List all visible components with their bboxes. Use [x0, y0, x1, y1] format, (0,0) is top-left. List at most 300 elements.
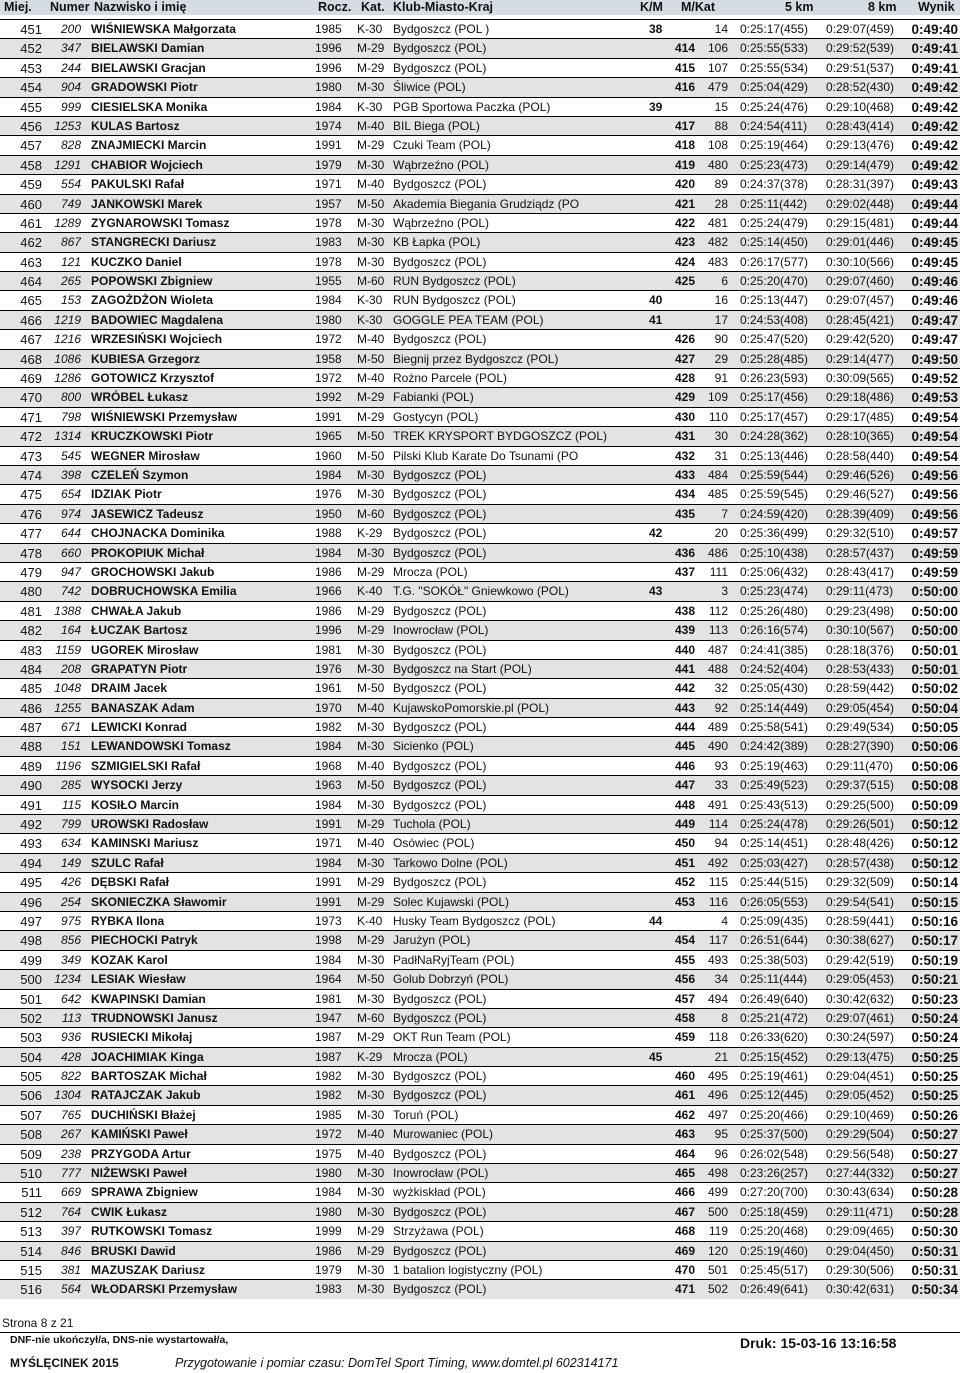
club: Gostycyn (POL) — [393, 409, 479, 424]
split-8km: 0:30:42(631) — [826, 1282, 895, 1297]
place: 464 — [20, 274, 42, 290]
split-5km: 0:25:55(533) — [740, 41, 809, 56]
table-row — [0, 736, 960, 755]
category-place: 113 — [708, 623, 728, 638]
club: Bydgoszcz (POL) — [393, 642, 487, 657]
split-8km: 0:29:07(459) — [826, 22, 895, 36]
category-place: 28 — [714, 196, 728, 211]
category: M-30 — [357, 855, 385, 870]
gender-place-male: 469 — [674, 1243, 695, 1258]
birth-year: 1970 — [315, 700, 342, 715]
table-row — [0, 1241, 960, 1260]
runner-name: TRUDNOWSKI Janusz — [91, 1010, 218, 1025]
bib-number: 265 — [60, 274, 81, 289]
club: Solec Kujawski (POL) — [393, 894, 510, 909]
place: 453 — [20, 60, 42, 76]
birth-year: 1972 — [315, 332, 342, 347]
place: 493 — [20, 836, 42, 852]
runner-name: SZMIGIELSKI Rafał — [91, 758, 201, 773]
split-5km: 0:25:18(459) — [740, 1204, 809, 1219]
runner-name: UROWSKI Radosław — [91, 817, 209, 832]
runner-name: CHOJNACKA Dominika — [91, 526, 225, 541]
runner-name: JASEWICZ Tadeusz — [91, 506, 204, 521]
runner-name: BARTOSZAK Michał — [91, 1069, 207, 1084]
final-time: 0:49:42 — [911, 157, 958, 173]
runner-name: GROCHOWSKI Jakub — [91, 564, 215, 579]
table-row — [0, 58, 960, 77]
dnf-legend: DNF-nie ukończył/a, DNS-nie wystartował/a, — [10, 1334, 229, 1346]
category: M-50 — [357, 778, 385, 793]
gender-place-male: 444 — [674, 720, 695, 735]
birth-year: 1996 — [315, 623, 342, 638]
split-5km: 0:27:20(700) — [740, 1185, 809, 1200]
birth-year: 1986 — [315, 603, 342, 618]
runner-name: DĘBSKI Rafał — [91, 875, 170, 890]
category-place: 501 — [707, 1263, 728, 1277]
gender-place-female: 45 — [649, 1049, 663, 1064]
category: M-29 — [357, 564, 385, 579]
club: RUN Bydgoszcz (POL) — [393, 293, 516, 308]
category: M-30 — [357, 1107, 385, 1122]
split-5km: 0:25:36(499) — [740, 526, 809, 541]
bib-number: 1234 — [54, 972, 81, 987]
birth-year: 1984 — [315, 739, 342, 754]
birth-year: 1980 — [315, 312, 342, 327]
col-5km: 5 km — [785, 0, 814, 14]
bib-number: 1286 — [54, 371, 81, 386]
table-row — [0, 911, 960, 930]
table-row — [0, 465, 960, 484]
category: M-29 — [357, 60, 385, 75]
table-row — [0, 252, 960, 271]
category: M-40 — [357, 700, 385, 715]
split-8km: 0:28:10(365) — [826, 429, 895, 444]
split-8km: 0:29:07(457) — [826, 293, 895, 308]
category: M-29 — [357, 603, 385, 618]
gender-place-male: 467 — [674, 1204, 695, 1219]
runner-name: MAZUSZAK Dariusz — [91, 1263, 206, 1277]
split-8km: 0:30:10(566) — [826, 254, 895, 269]
split-8km: 0:29:52(539) — [826, 41, 895, 56]
bib-number: 669 — [60, 1185, 81, 1200]
table-row — [0, 1105, 960, 1124]
category: M-40 — [357, 371, 385, 386]
split-8km: 0:29:11(470) — [826, 758, 894, 773]
split-8km: 0:29:37(515) — [826, 778, 895, 793]
runner-name: KAMINSKI Mariusz — [91, 836, 199, 851]
birth-year: 1981 — [315, 991, 342, 1006]
split-8km: 0:30:38(627) — [826, 933, 895, 948]
place: 511 — [21, 1185, 42, 1201]
category-place: 95 — [714, 1127, 728, 1142]
birth-year: 1986 — [315, 564, 342, 579]
table-row — [0, 426, 960, 445]
place: 499 — [20, 952, 42, 968]
runner-name: WŁODARSKI Przemysław — [91, 1282, 238, 1297]
place: 454 — [20, 80, 42, 96]
place: 494 — [20, 855, 42, 871]
bib-number: 1196 — [55, 758, 81, 773]
category: M-60 — [357, 506, 385, 521]
bib-number: 1388 — [54, 603, 81, 618]
birth-year: 1976 — [315, 487, 342, 502]
category: K-29 — [357, 526, 383, 541]
split-8km: 0:28:39(409) — [826, 506, 895, 521]
split-5km: 0:25:09(435) — [740, 913, 809, 928]
final-time: 0:49:52 — [911, 371, 958, 387]
split-5km: 0:25:20(466) — [740, 1107, 809, 1122]
runner-name: GRADOWSKI Piotr — [91, 80, 198, 95]
category: M-29 — [357, 894, 385, 909]
club: Bydgoszcz (POL) — [393, 332, 487, 347]
birth-year: 1971 — [315, 177, 342, 192]
bib-number: 564 — [60, 1282, 81, 1297]
category: M-29 — [357, 1030, 385, 1045]
table-row — [0, 1202, 960, 1221]
final-time: 0:50:00 — [911, 584, 958, 600]
col-rocz: Rocz. — [318, 0, 352, 14]
category-place: 114 — [708, 817, 728, 832]
table-row — [0, 446, 960, 465]
birth-year: 1972 — [315, 1127, 342, 1142]
split-8km: 0:29:42(519) — [826, 952, 895, 967]
split-8km: 0:28:43(417) — [826, 564, 895, 579]
bib-number: 347 — [60, 41, 81, 56]
category: M-29 — [357, 1243, 385, 1258]
category: M-29 — [357, 1224, 385, 1239]
runner-name: ZYGNAROWSKI Tomasz — [91, 215, 230, 230]
club: Bydgoszcz (POL) — [393, 758, 487, 773]
split-5km: 0:26:02(548) — [740, 1146, 809, 1161]
bib-number: 397 — [60, 1224, 81, 1239]
bib-number: 904 — [60, 80, 81, 95]
split-5km: 0:25:19(464) — [740, 138, 809, 153]
birth-year: 1947 — [315, 1010, 342, 1025]
category: M-30 — [357, 1069, 385, 1084]
runner-name: WYSOCKI Jerzy — [91, 778, 183, 793]
bib-number: 936 — [60, 1030, 81, 1045]
category-place: 491 — [707, 797, 728, 812]
split-8km: 0:27:44(332) — [826, 1166, 895, 1181]
category: M-30 — [357, 1263, 385, 1277]
category-place: 496 — [707, 1088, 728, 1103]
split-5km: 0:25:05(430) — [740, 681, 809, 696]
split-5km: 0:25:23(473) — [740, 157, 809, 172]
category: M-29 — [357, 933, 385, 948]
col-miej: Miej. — [4, 0, 32, 14]
bib-number: 654 — [60, 487, 81, 502]
category-place: 485 — [707, 487, 728, 502]
table-row — [0, 174, 960, 193]
split-8km: 0:28:18(376) — [826, 642, 895, 657]
bib-number: 200 — [60, 22, 81, 36]
final-time: 0:49:44 — [911, 196, 958, 212]
gender-place-male: 414 — [674, 41, 695, 56]
runner-name: UGOREK Mirosław — [91, 642, 199, 657]
gender-place-male: 463 — [674, 1127, 695, 1142]
final-time: 0:50:16 — [911, 913, 958, 929]
table-row — [0, 213, 960, 232]
category: M-40 — [357, 118, 385, 133]
club: Bydgoszcz na Start (POL) — [393, 661, 532, 676]
split-5km: 0:26:33(620) — [740, 1030, 809, 1045]
table-row — [0, 1182, 960, 1201]
club: Biegnij przez Bydgoszcz (POL) — [393, 351, 559, 366]
col-klub: Klub-Miasto-Kraj — [393, 0, 493, 14]
birth-year: 1975 — [315, 1146, 342, 1161]
bib-number: 151 — [60, 739, 81, 754]
split-5km: 0:25:21(472) — [740, 1010, 809, 1025]
club: Bydgoszcz (POL) — [393, 797, 487, 812]
runner-name: BRUSKI Dawid — [91, 1243, 176, 1258]
place: 485 — [20, 681, 42, 697]
gender-place-male: 435 — [674, 506, 695, 521]
final-time: 0:49:54 — [911, 429, 958, 445]
category-place: 16 — [714, 293, 728, 308]
split-8km: 0:29:32(509) — [826, 875, 895, 890]
split-8km: 0:29:13(476) — [826, 138, 895, 153]
club: Bydgoszcz (POL) — [393, 1146, 487, 1161]
place: 483 — [20, 642, 42, 658]
place: 488 — [20, 739, 42, 755]
category-place: 490 — [707, 739, 728, 754]
category-place: 112 — [708, 603, 728, 618]
split-8km: 0:28:48(426) — [826, 836, 895, 851]
split-5km: 0:24:52(404) — [740, 661, 809, 676]
bib-number: 254 — [60, 894, 81, 909]
category: M-30 — [357, 1166, 385, 1181]
table-row — [0, 1008, 960, 1027]
table-row — [0, 1260, 960, 1279]
split-8km: 0:29:15(481) — [826, 215, 895, 230]
place: 459 — [20, 177, 42, 193]
birth-year: 1950 — [315, 506, 342, 521]
final-time: 0:50:14 — [911, 875, 958, 891]
category: M-50 — [357, 448, 385, 463]
club: Wąbrzeźno (POL) — [393, 215, 490, 230]
final-time: 0:49:54 — [911, 448, 958, 464]
bib-number: 800 — [60, 390, 81, 405]
split-8km: 0:29:10(469) — [826, 1107, 895, 1122]
place: 508 — [20, 1127, 42, 1143]
club: wyżkiskład (POL) — [393, 1185, 486, 1200]
birth-year: 1986 — [315, 1243, 342, 1258]
table-row — [0, 523, 960, 542]
split-8km: 0:28:57(437) — [826, 545, 895, 560]
table-row — [0, 562, 960, 581]
table-row — [0, 795, 960, 814]
split-5km: 0:25:59(545) — [740, 487, 809, 502]
category-place: 499 — [707, 1185, 728, 1200]
bib-number: 115 — [61, 797, 81, 812]
category: M-29 — [357, 875, 385, 890]
gender-place-male: 471 — [674, 1282, 695, 1297]
table-row — [0, 775, 960, 794]
gender-place-male: 430 — [674, 409, 695, 424]
club: 1 batalion logistyczny (POL) — [393, 1263, 543, 1277]
place: 474 — [20, 467, 42, 483]
category: K-30 — [357, 312, 383, 327]
club: Bydgoszcz (POL) — [393, 506, 487, 521]
runner-name: KWAPINSKI Damian — [91, 991, 206, 1006]
runner-name: BADOWIEC Magdalena — [91, 312, 224, 327]
bib-number: 1253 — [54, 118, 81, 133]
runner-name: PAKULSKI Rafał — [91, 177, 185, 192]
final-time: 0:50:25 — [911, 1069, 958, 1085]
table-header — [0, 0, 960, 15]
split-5km: 0:25:17(456) — [740, 390, 809, 405]
split-5km: 0:25:20(468) — [740, 1224, 809, 1239]
club: Śliwice (POL) — [393, 80, 466, 95]
split-8km: 0:29:01(446) — [826, 235, 895, 250]
club: Bydgoszcz (POL ) — [393, 22, 490, 36]
birth-year: 1958 — [315, 351, 342, 366]
birth-year: 1963 — [315, 778, 342, 793]
category-place: 31 — [714, 448, 728, 463]
club: Inowrocław (POL) — [393, 1166, 489, 1181]
runner-name: WIŚNIEWSKI Przemysław — [91, 409, 238, 424]
split-8km: 0:28:43(414) — [826, 118, 895, 133]
gender-place-male: 440 — [674, 642, 695, 657]
category: M-50 — [357, 681, 385, 696]
split-5km: 0:25:15(452) — [740, 1049, 809, 1064]
gender-place-male: 436 — [674, 545, 695, 560]
category-place: 106 — [707, 41, 728, 56]
category-place: 94 — [714, 836, 728, 851]
category-place: 481 — [707, 215, 728, 230]
runner-name: JOACHIMIAK Kinga — [91, 1049, 204, 1064]
split-5km: 0:25:24(478) — [740, 817, 809, 832]
final-time: 0:50:31 — [911, 1243, 958, 1259]
split-8km: 0:28:59(441) — [826, 913, 895, 928]
place: 451 — [20, 22, 42, 37]
table-row — [0, 1027, 960, 1046]
runner-name: KOZAK Karol — [91, 952, 168, 967]
bib-number: 1314 — [54, 429, 81, 444]
place: 457 — [20, 138, 42, 154]
runner-name: KUCZKO Daniel — [91, 254, 182, 269]
birth-year: 1978 — [315, 215, 342, 230]
table-row — [0, 814, 960, 833]
split-5km: 0:26:17(577) — [740, 254, 809, 269]
gender-place-male: 415 — [674, 60, 695, 75]
club: Rożno Parcele (POL) — [393, 371, 508, 386]
final-time: 0:50:17 — [911, 933, 958, 949]
runner-name: GOTOWICZ Krzysztof — [91, 371, 215, 386]
club: PadłNaRyjTeam (POL) — [393, 952, 515, 967]
gender-place-male: 468 — [674, 1224, 695, 1239]
place: 452 — [20, 41, 42, 57]
gender-place-male: 447 — [674, 778, 695, 793]
runner-name: IDZIAK Piotr — [91, 487, 162, 502]
category-place: 500 — [707, 1204, 728, 1219]
category-place: 497 — [707, 1107, 728, 1122]
split-5km: 0:25:59(544) — [740, 467, 809, 482]
split-5km: 0:25:47(520) — [740, 332, 809, 347]
bib-number: 660 — [60, 545, 81, 560]
club: Bydgoszcz (POL) — [393, 467, 487, 482]
split-8km: 0:29:25(500) — [826, 797, 895, 812]
final-time: 0:50:06 — [911, 758, 958, 774]
split-5km: 0:25:49(523) — [740, 778, 809, 793]
final-time: 0:50:25 — [911, 1088, 958, 1104]
birth-year: 1984 — [315, 99, 342, 114]
final-time: 0:49:54 — [911, 409, 958, 425]
club: KujawskoPomorskie.pl (POL) — [393, 700, 550, 715]
place: 466 — [20, 312, 42, 328]
club: PGB Sportowa Paczka (POL) — [393, 99, 551, 114]
category: M-30 — [357, 661, 385, 676]
split-5km: 0:25:55(534) — [740, 60, 809, 75]
bib-number: 164 — [60, 623, 81, 638]
gender-place-male: 450 — [674, 836, 695, 851]
place: 465 — [20, 293, 42, 309]
gender-place-male: 421 — [674, 196, 695, 211]
club: Murowaniec (POL) — [393, 1127, 494, 1142]
category-place: 8 — [721, 1010, 728, 1025]
birth-year: 1982 — [315, 1088, 342, 1103]
place: 496 — [20, 894, 42, 910]
place: 471 — [20, 409, 42, 425]
table-row — [0, 97, 960, 116]
place: 504 — [20, 1049, 42, 1065]
bib-number: 1289 — [54, 215, 81, 230]
category: M-40 — [357, 1127, 385, 1142]
place: 470 — [20, 390, 42, 406]
final-time: 0:49:45 — [911, 254, 958, 270]
club: Bydgoszcz (POL) — [393, 875, 487, 890]
category-place: 6 — [721, 274, 728, 289]
split-5km: 0:25:45(517) — [740, 1263, 809, 1277]
final-time: 0:50:28 — [911, 1185, 958, 1201]
category: M-30 — [357, 952, 385, 967]
place: 503 — [20, 1030, 42, 1046]
split-8km: 0:29:46(527) — [826, 487, 895, 502]
category-place: 7 — [721, 506, 728, 521]
category-place: 107 — [707, 60, 728, 75]
category: M-40 — [357, 758, 385, 773]
category: M-40 — [357, 836, 385, 851]
category-place: 3 — [721, 584, 728, 599]
place: 478 — [20, 545, 42, 561]
club: Bydgoszcz (POL) — [393, 254, 487, 269]
place: 476 — [20, 506, 42, 522]
split-8km: 0:29:54(541) — [826, 894, 895, 909]
category: K-30 — [357, 22, 383, 36]
category-place: 120 — [707, 1243, 728, 1258]
category: M-30 — [357, 80, 385, 95]
place: 484 — [20, 661, 42, 677]
category: M-30 — [357, 254, 385, 269]
category: M-30 — [357, 1088, 385, 1103]
split-5km: 0:24:54(411) — [740, 118, 808, 133]
results-table — [0, 19, 960, 1299]
final-time: 0:50:12 — [911, 817, 958, 833]
split-5km: 0:24:59(420) — [740, 506, 809, 521]
category-place: 118 — [708, 1030, 728, 1045]
runner-name: SZULC Rafał — [91, 855, 164, 870]
birth-year: 1965 — [315, 429, 342, 444]
runner-name: LEWICKI Konrad — [91, 720, 187, 735]
table-row — [0, 116, 960, 135]
table-row — [0, 1085, 960, 1104]
bib-number: 777 — [60, 1166, 81, 1181]
club: Bydgoszcz (POL) — [393, 41, 487, 56]
gender-place-female: 39 — [649, 99, 663, 114]
bib-number: 208 — [60, 661, 81, 676]
split-5km: 0:25:37(500) — [740, 1127, 809, 1142]
runner-name: CHABIOR Wojciech — [91, 157, 203, 172]
